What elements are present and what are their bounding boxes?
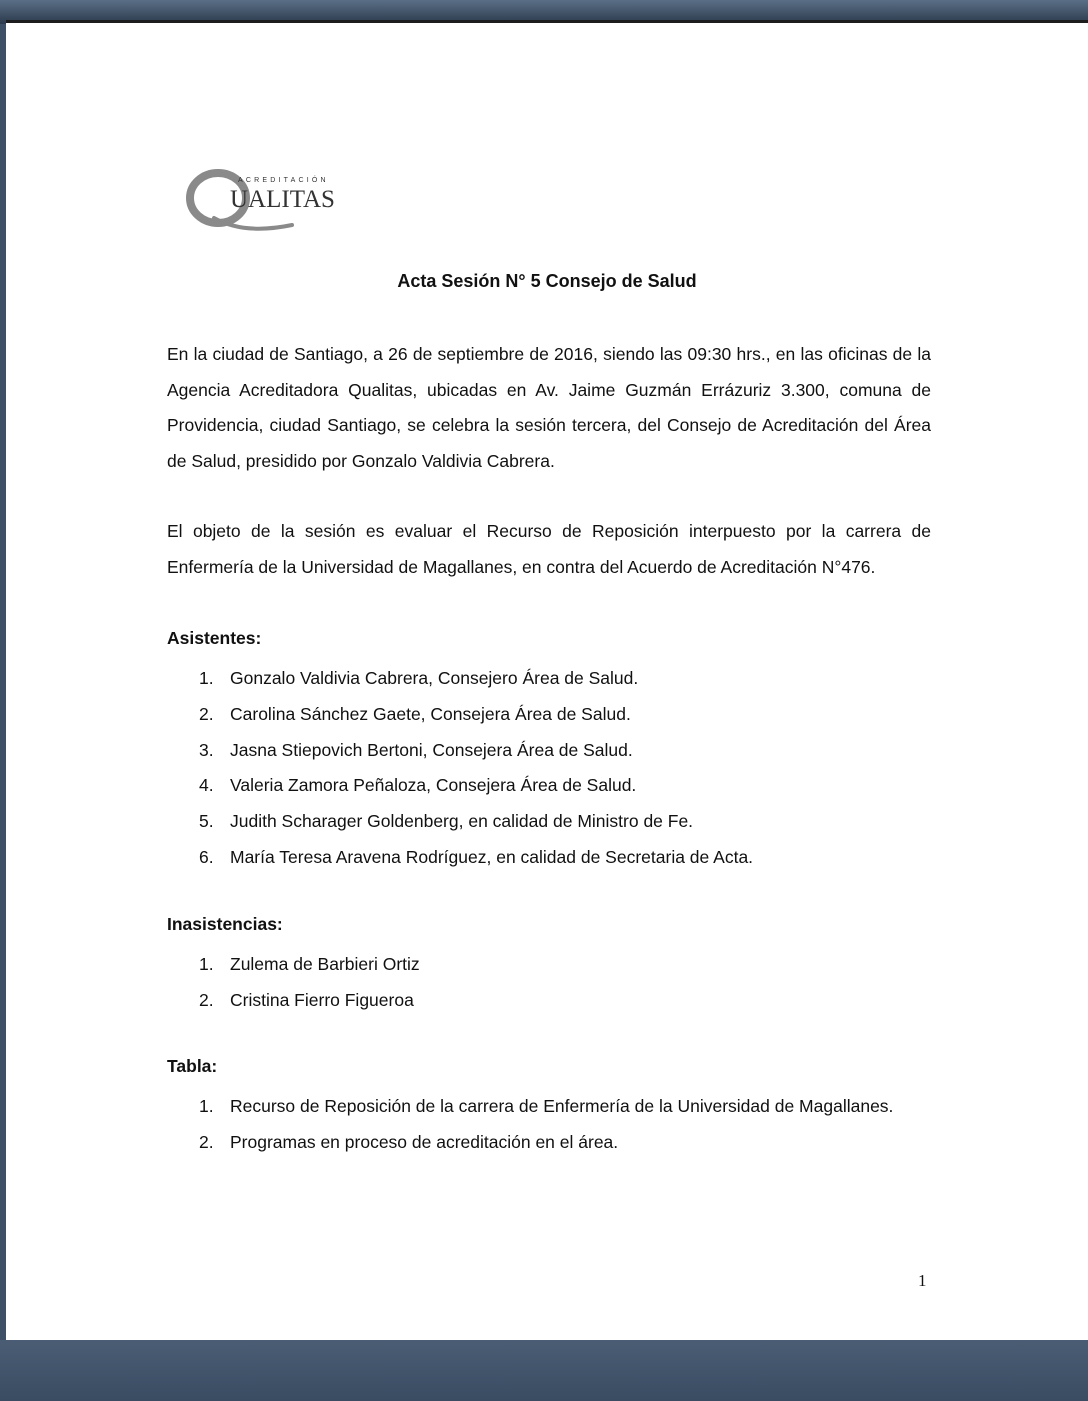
list-text: María Teresa Aravena Rodríguez, en calidad de Secretaria de Acta. [230, 846, 754, 867]
list-number: 1. [199, 954, 214, 974]
list-text: Valeria Zamora Peñaloza, Consejera Área de Salud. [230, 775, 637, 796]
list-number: 6. [199, 846, 214, 867]
list-text: Gonzalo Valdivia Cabrera, Consejero Área de Salud. [230, 668, 639, 688]
list-number: 3. [199, 739, 214, 760]
asistentes-heading: Asistentes: [167, 628, 262, 648]
inasistencias-list [167, 947, 420, 1019]
tabla-list [167, 1089, 893, 1161]
list-item [167, 804, 753, 840]
list-item [167, 697, 753, 733]
list-item [167, 1125, 893, 1161]
list-text: Cristina Fierro Figueroa [230, 989, 414, 1010]
list-item [167, 733, 753, 769]
document-page [6, 20, 1088, 1340]
inasistencias-heading: Inasistencias: [167, 914, 283, 934]
qualitas-logo-graphic [184, 163, 364, 243]
qualitas-logo [184, 163, 364, 243]
list-number: 5. [199, 811, 214, 832]
list-number: 2. [199, 1131, 214, 1152]
list-text: Zulema de Barbieri Ortiz [230, 954, 420, 974]
document-title: Acta Sesión N° 5 Consejo de Salud [397, 271, 697, 291]
list-text: Judith Scharager Goldenberg, en calidad de Ministro de Fe. [230, 811, 694, 832]
paragraph-objective: El objeto de la sesión es evaluar el Recurso de Reposición interpuesto por la carrera de Enfermería de la Universidad de Magallanes, en contra del Acuerdo de Acreditación N°476. [167, 521, 931, 577]
list-text: Carolina Sánchez Gaete, Consejera Área de Salud. [230, 703, 631, 724]
list-item [167, 661, 753, 697]
list-text: Jasna Stiepovich Bertoni, Consejera Área de Salud. [230, 739, 633, 760]
list-number: 2. [199, 703, 214, 724]
logo-small-text: ACREDITACIÓN [238, 177, 329, 184]
list-item [167, 1089, 893, 1125]
list-number: 2. [199, 989, 214, 1010]
list-text: Programas en proceso de acreditación en el área. [230, 1131, 619, 1152]
asistentes-list [167, 661, 753, 876]
tabla-heading: Tabla: [167, 1056, 218, 1076]
list-text: Recurso de Reposición de la carrera de Enfermería de la Universidad de Magallanes. [230, 1096, 894, 1116]
logo-main-text: UALITAS [230, 186, 335, 213]
list-item [167, 840, 753, 876]
list-number: 1. [199, 1096, 214, 1116]
list-item [167, 768, 753, 804]
list-item [167, 947, 420, 983]
list-number: 4. [199, 775, 214, 796]
list-number: 1. [199, 668, 214, 688]
page-number: 1 [918, 1271, 927, 1290]
scan-border-bottom [0, 1340, 1088, 1401]
list-item [167, 983, 420, 1019]
paragraph-intro: En la ciudad de Santiago, a 26 de septiembre de 2016, siendo las 09:30 hrs., en las oficinas de la Agencia Acreditadora Qualitas, ubicadas en Av. Jaime Guzmán Errázuriz 3.300, comuna de Providencia, ciudad Santiago, se celebra la sesión tercera, del Consejo de Acreditación del Área de Salud, presidido por Gonzalo Valdivia Cabrera. [167, 344, 931, 471]
